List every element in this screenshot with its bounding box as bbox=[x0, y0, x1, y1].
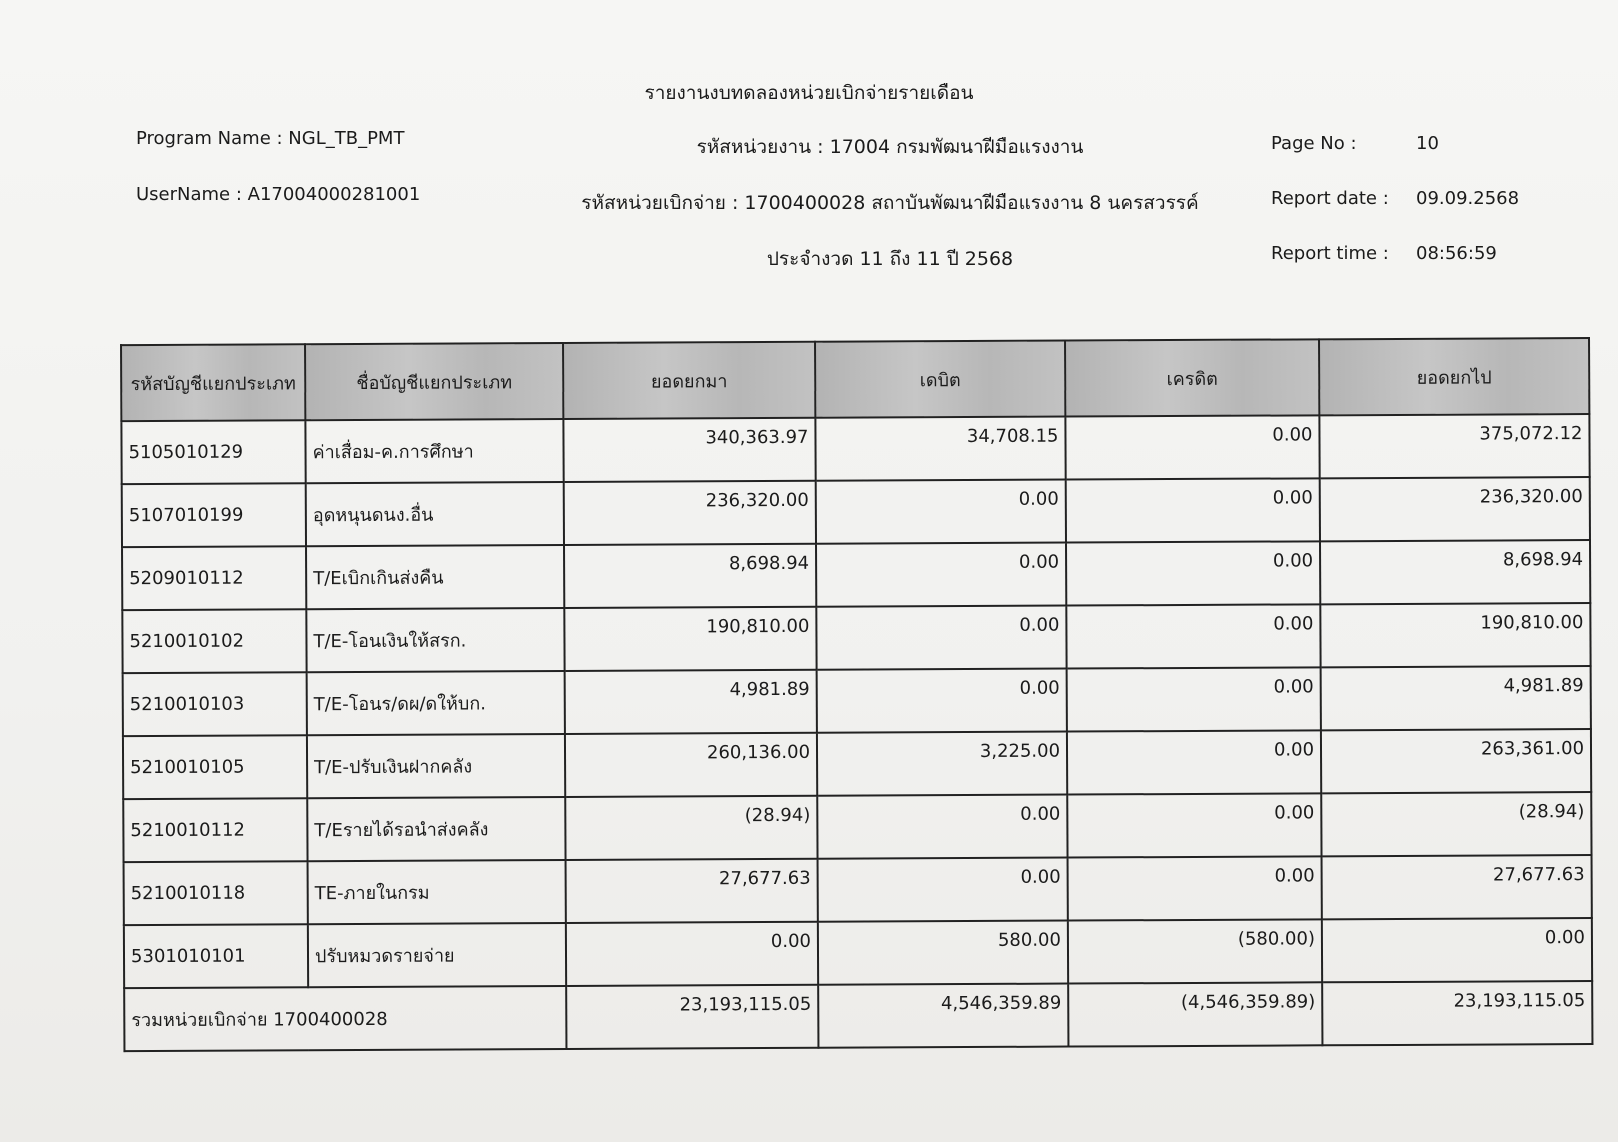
credit: 0.00 bbox=[1067, 730, 1321, 794]
carried-forward: 236,320.00 bbox=[1320, 477, 1590, 541]
total-carried-forward: 23,193,115.05 bbox=[1322, 981, 1592, 1045]
carried-forward: 0.00 bbox=[1322, 918, 1592, 982]
table-row bbox=[122, 540, 1590, 610]
table-row bbox=[123, 666, 1591, 736]
account-code: 5210010102 bbox=[122, 609, 306, 673]
account-name: ค่าเสื่อม-ค.การศึกษา bbox=[305, 419, 563, 483]
account-code: 5107010199 bbox=[122, 483, 306, 547]
trial-balance-table bbox=[120, 337, 1593, 1052]
col-header-debit: เดบิต bbox=[815, 341, 1065, 418]
debit: 0.00 bbox=[816, 480, 1066, 544]
carried-forward: 8,698.94 bbox=[1320, 540, 1590, 604]
col-header-account-name: ชื่อบัญชีแยกประเภท bbox=[305, 343, 563, 420]
account-name: T/E-ปรับเงินฝากคลัง bbox=[307, 734, 565, 798]
report-date-label: Report date : bbox=[1271, 188, 1389, 209]
table-row bbox=[124, 855, 1592, 925]
account-name: TE-ภายในกรม bbox=[308, 860, 566, 924]
table-row bbox=[121, 414, 1589, 484]
period-line: ประจำงวด 11 ถึง 11 ปี 2568 bbox=[766, 248, 1014, 270]
account-code: 5105010129 bbox=[121, 420, 305, 484]
credit: 0.00 bbox=[1065, 415, 1319, 479]
brought-forward: 27,677.63 bbox=[566, 859, 818, 923]
account-name: ปรับหมวดรายจ่าย bbox=[308, 923, 566, 987]
debit: 3,225.00 bbox=[817, 732, 1067, 796]
account-name: T/E-โอนเงินให้สรก. bbox=[306, 608, 564, 672]
account-code: 5209010112 bbox=[122, 546, 306, 610]
report-title: รายงานงบทดลองหน่วยเบิกจ่ายรายเดือน bbox=[644, 82, 974, 104]
brought-forward: 260,136.00 bbox=[565, 733, 817, 797]
account-code: 5210010112 bbox=[123, 798, 307, 862]
credit: 0.00 bbox=[1068, 856, 1322, 920]
table-row bbox=[122, 477, 1590, 547]
table-row bbox=[122, 603, 1590, 673]
brought-forward: 190,810.00 bbox=[564, 607, 816, 671]
col-header-carried-forward: ยอดยกไป bbox=[1319, 338, 1589, 415]
account-name: T/E-โอนร/ดผ/ดให้บก. bbox=[307, 671, 565, 735]
debit: 0.00 bbox=[818, 858, 1068, 922]
disbursing-unit-line: รหัสหน่วยเบิกจ่าย : 1700400028 สถาบันพัฒนาฝีมือแรงงาน 8 นครสวรรค์ bbox=[581, 192, 1199, 214]
report-date-value: 09.09.2568 bbox=[1416, 188, 1520, 209]
total-label: รวมหน่วยเบิกจ่าย 1700400028 bbox=[124, 986, 566, 1051]
brought-forward: 4,981.89 bbox=[565, 670, 817, 734]
carried-forward: 27,677.63 bbox=[1322, 855, 1592, 919]
user-name: UserName : A17004000281001 bbox=[136, 184, 421, 205]
report-time-label: Report time : bbox=[1271, 243, 1389, 264]
credit: 0.00 bbox=[1066, 478, 1320, 542]
debit: 0.00 bbox=[816, 606, 1066, 670]
total-credit: (4,546,359.89) bbox=[1068, 982, 1322, 1046]
total-debit: 4,546,359.89 bbox=[818, 984, 1068, 1048]
brought-forward: 236,320.00 bbox=[564, 481, 816, 545]
credit: 0.00 bbox=[1066, 604, 1320, 668]
credit: 0.00 bbox=[1066, 541, 1320, 605]
debit: 0.00 bbox=[817, 669, 1067, 733]
total-row bbox=[124, 981, 1592, 1051]
account-code: 5301010101 bbox=[124, 924, 308, 988]
debit: 0.00 bbox=[817, 795, 1067, 859]
account-name: อุดหนุนดนง.อื่น bbox=[306, 482, 564, 546]
page-no-value: 10 bbox=[1416, 133, 1439, 154]
account-code: 5210010105 bbox=[123, 735, 307, 799]
total-brought-forward: 23,193,115.05 bbox=[566, 985, 818, 1049]
account-name: T/Eเบิกเกินส่งคืน bbox=[306, 545, 564, 609]
credit: 0.00 bbox=[1067, 793, 1321, 857]
carried-forward: 190,810.00 bbox=[1320, 603, 1590, 667]
account-name: T/Eรายได้รอนำส่งคลัง bbox=[307, 797, 565, 861]
credit: 0.00 bbox=[1067, 667, 1321, 731]
account-code: 5210010103 bbox=[123, 672, 307, 736]
col-header-brought-forward: ยอดยกมา bbox=[563, 342, 815, 419]
carried-forward: (28.94) bbox=[1321, 792, 1591, 856]
report-time-value: 08:56:59 bbox=[1416, 243, 1497, 264]
table-row bbox=[123, 729, 1591, 799]
carried-forward: 263,361.00 bbox=[1321, 729, 1591, 793]
debit: 580.00 bbox=[818, 921, 1068, 985]
program-name: Program Name : NGL_TB_PMT bbox=[136, 128, 405, 149]
col-header-account-code: รหัสบัญชีแยกประเภท bbox=[121, 344, 305, 421]
brought-forward: 0.00 bbox=[566, 922, 818, 986]
account-code: 5210010118 bbox=[124, 861, 308, 925]
col-header-credit: เครดิต bbox=[1065, 339, 1319, 416]
table-row bbox=[124, 918, 1592, 988]
carried-forward: 375,072.12 bbox=[1319, 414, 1589, 478]
table-row bbox=[123, 792, 1591, 862]
brought-forward: 8,698.94 bbox=[564, 544, 816, 608]
agency-line: รหัสหน่วยงาน : 17004 กรมพัฒนาฝีมือแรงงาน bbox=[696, 136, 1084, 158]
debit: 0.00 bbox=[816, 543, 1066, 607]
brought-forward: 340,363.97 bbox=[563, 418, 815, 482]
brought-forward: (28.94) bbox=[565, 796, 817, 860]
carried-forward: 4,981.89 bbox=[1321, 666, 1591, 730]
page-no-label: Page No : bbox=[1271, 133, 1357, 154]
credit: (580.00) bbox=[1068, 919, 1322, 983]
debit: 34,708.15 bbox=[815, 417, 1065, 481]
table-header-row bbox=[121, 338, 1589, 421]
